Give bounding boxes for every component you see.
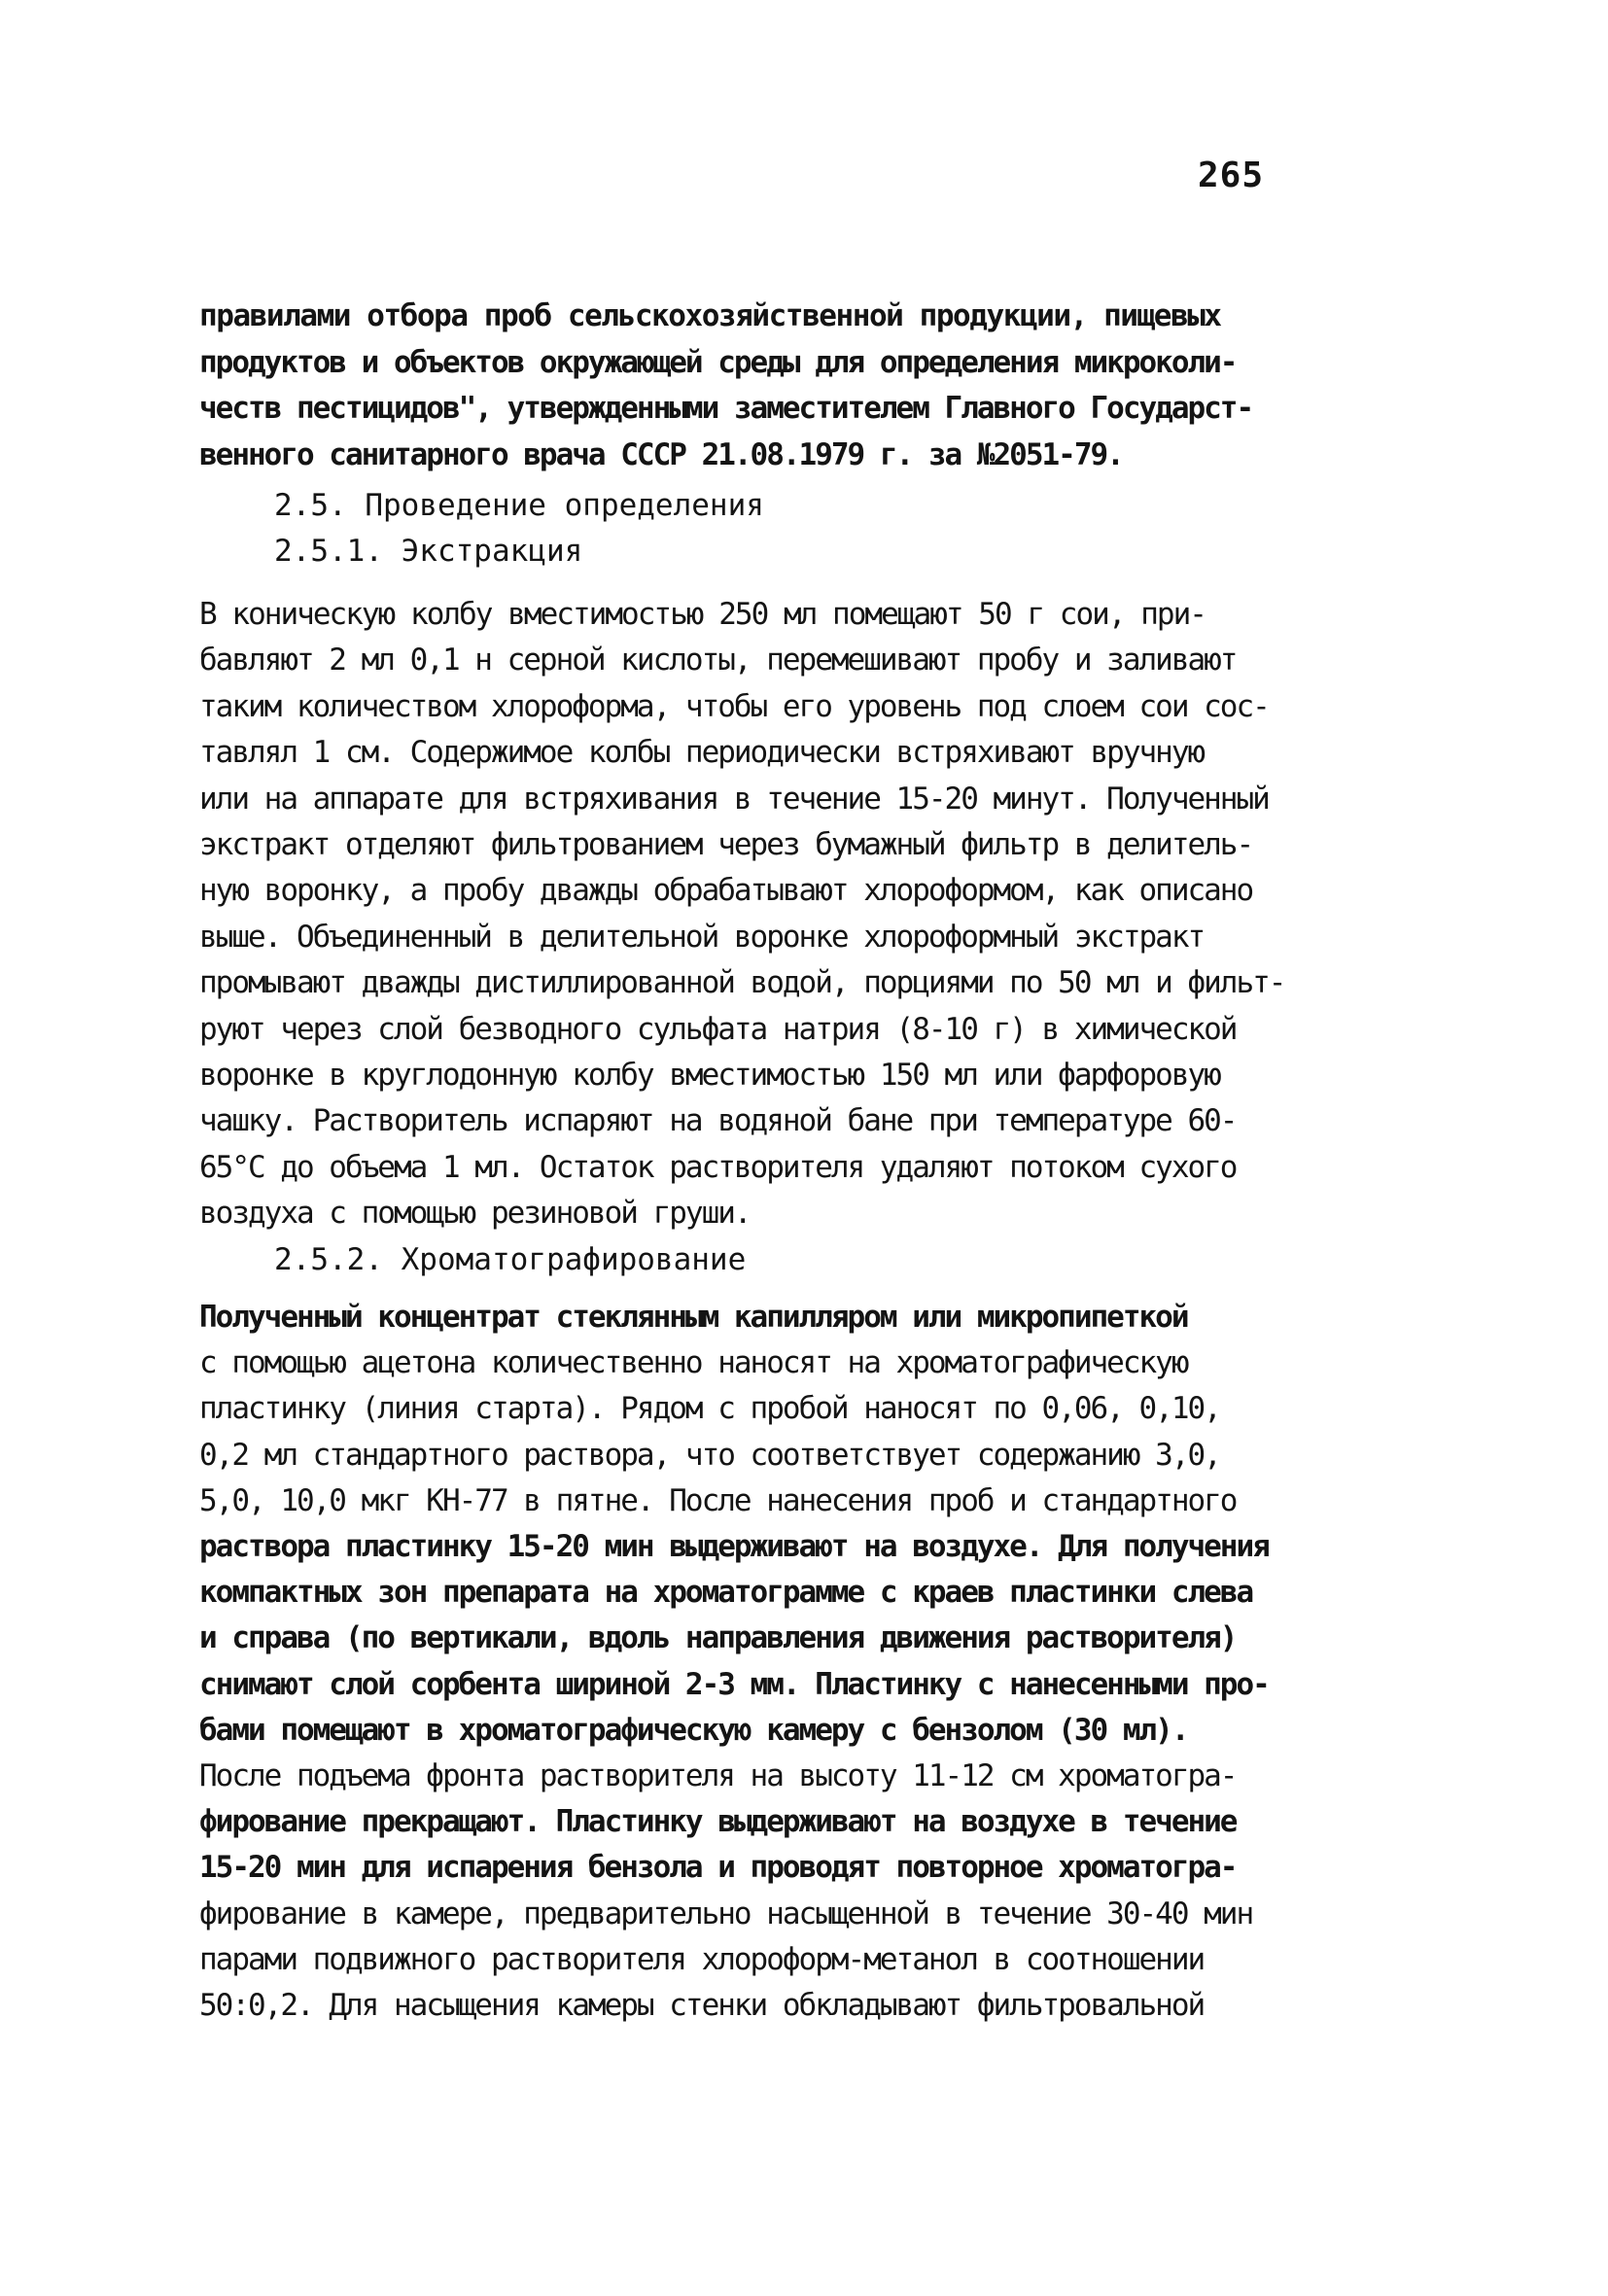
extraction-line: промывают дважды дистиллированной водой, порциями по 50 мл и фильт-: [199, 965, 1285, 1000]
extraction-line: бавляют 2 мл 0,1 н серной кислоты, перемешивают пробу и заливают: [199, 643, 1237, 678]
extraction-line: руют через слой безводного сульфата натрия (8-10 г) в химической: [199, 1012, 1237, 1047]
intro-line: честв пестицидов", утвержденными заместителем Главного Государст-: [199, 391, 1253, 426]
page-number: 265: [1198, 156, 1265, 195]
extraction-line: таким количеством хлороформа, чтобы его уровень под слоем сои сос-: [199, 689, 1269, 724]
chromatography-line: фирование прекращают. Пластинку выдерживают на воздухе в течение: [199, 1804, 1237, 1839]
extraction-line: выше. Объединенный в делительной воронке хлороформный экстракт: [199, 920, 1205, 955]
chromatography-line: 50:0,2. Для насыщения камеры стенки обкладывают фильтровальной: [199, 1988, 1205, 2023]
chromatography-line: парами подвижного растворителя хлороформ-метанол в соотношении: [199, 1942, 1205, 1977]
extraction-line: воронке в круглодонную колбу вместимостью 150 мл или фарфоровую: [199, 1058, 1220, 1093]
section-heading: 2.5. Проведение определения: [274, 488, 764, 523]
chromatography-line: компактных зон препарата на хроматограмме с краев пластинки слева: [199, 1575, 1253, 1610]
chromatography-line: пластинку (линия старта). Рядом с пробой наносят по 0,06, 0,10,: [199, 1391, 1220, 1426]
intro-line: венного санитарного врача СССР 21.08.1979 г. за №2051-79.: [199, 437, 1123, 472]
chromatography-line: фирование в камере, предварительно насыщенной в течение 30-40 мин: [199, 1896, 1253, 1931]
intro-line: правилами отбора проб сельскохозяйственной продукции, пищевых: [199, 298, 1221, 333]
extraction-line: или на аппарате для встряхивания в течение 15-20 минут. Полученный: [199, 782, 1269, 817]
intro-line: продуктов и объектов окружающей среды для определения микроколи-: [199, 345, 1237, 380]
chromatography-line: После подъема фронта растворителя на высоту 11-12 см хроматогра-: [199, 1758, 1237, 1793]
chromatography-line: с помощью ацетона количественно наносят на хроматографическую: [199, 1345, 1188, 1380]
extraction-line: экстракт отделяют фильтрованием через бумажный фильтр в делитель-: [199, 827, 1253, 862]
extraction-line: воздуха с помощью резиновой груши.: [199, 1196, 751, 1231]
extraction-line: чашку. Растворитель испаряют на водяной бане при температуре 60-: [199, 1103, 1237, 1138]
chromatography-line: и справа (по вертикали, вдоль направления движения растворителя): [199, 1620, 1237, 1655]
chromatography-line: 15-20 мин для испарения бензола и проводят повторное хроматогра-: [199, 1850, 1237, 1885]
chromatography-line: раствора пластинку 15-20 мин выдерживают на воздухе. Для получения: [199, 1529, 1269, 1564]
extraction-line: 65°С до объема 1 мл. Остаток растворителя удаляют потоком сухого: [199, 1150, 1237, 1185]
extraction-line: В коническую колбу вместимостью 250 мл помещают 50 г сои, при-: [199, 597, 1206, 632]
chromatography-line: 5,0, 10,0 мкг КН-77 в пятне. После нанесения проб и стандартного: [199, 1483, 1237, 1518]
section-heading: 2.5.1. Экстракция: [274, 534, 583, 569]
extraction-line: тавлял 1 см. Содержимое колбы периодически встряхивают вручную: [199, 735, 1205, 770]
extraction-line: ную воронку, а пробу дважды обрабатывают хлороформом, как описано: [199, 873, 1253, 908]
chromatography-line: бами помещают в хроматографическую камеру с бензолом (30 мл).: [199, 1713, 1188, 1748]
chromatography-line: 0,2 мл стандартного раствора, что соответствует содержанию 3,0,: [199, 1438, 1220, 1473]
section-heading: 2.5.2. Хроматографирование: [274, 1242, 747, 1277]
chromatography-line: Полученный концентрат стеклянным капилляром или микропипеткой: [199, 1300, 1188, 1335]
chromatography-line: снимают слой сорбента шириной 2-3 мм. Пластинку с нанесенными про-: [199, 1667, 1269, 1702]
